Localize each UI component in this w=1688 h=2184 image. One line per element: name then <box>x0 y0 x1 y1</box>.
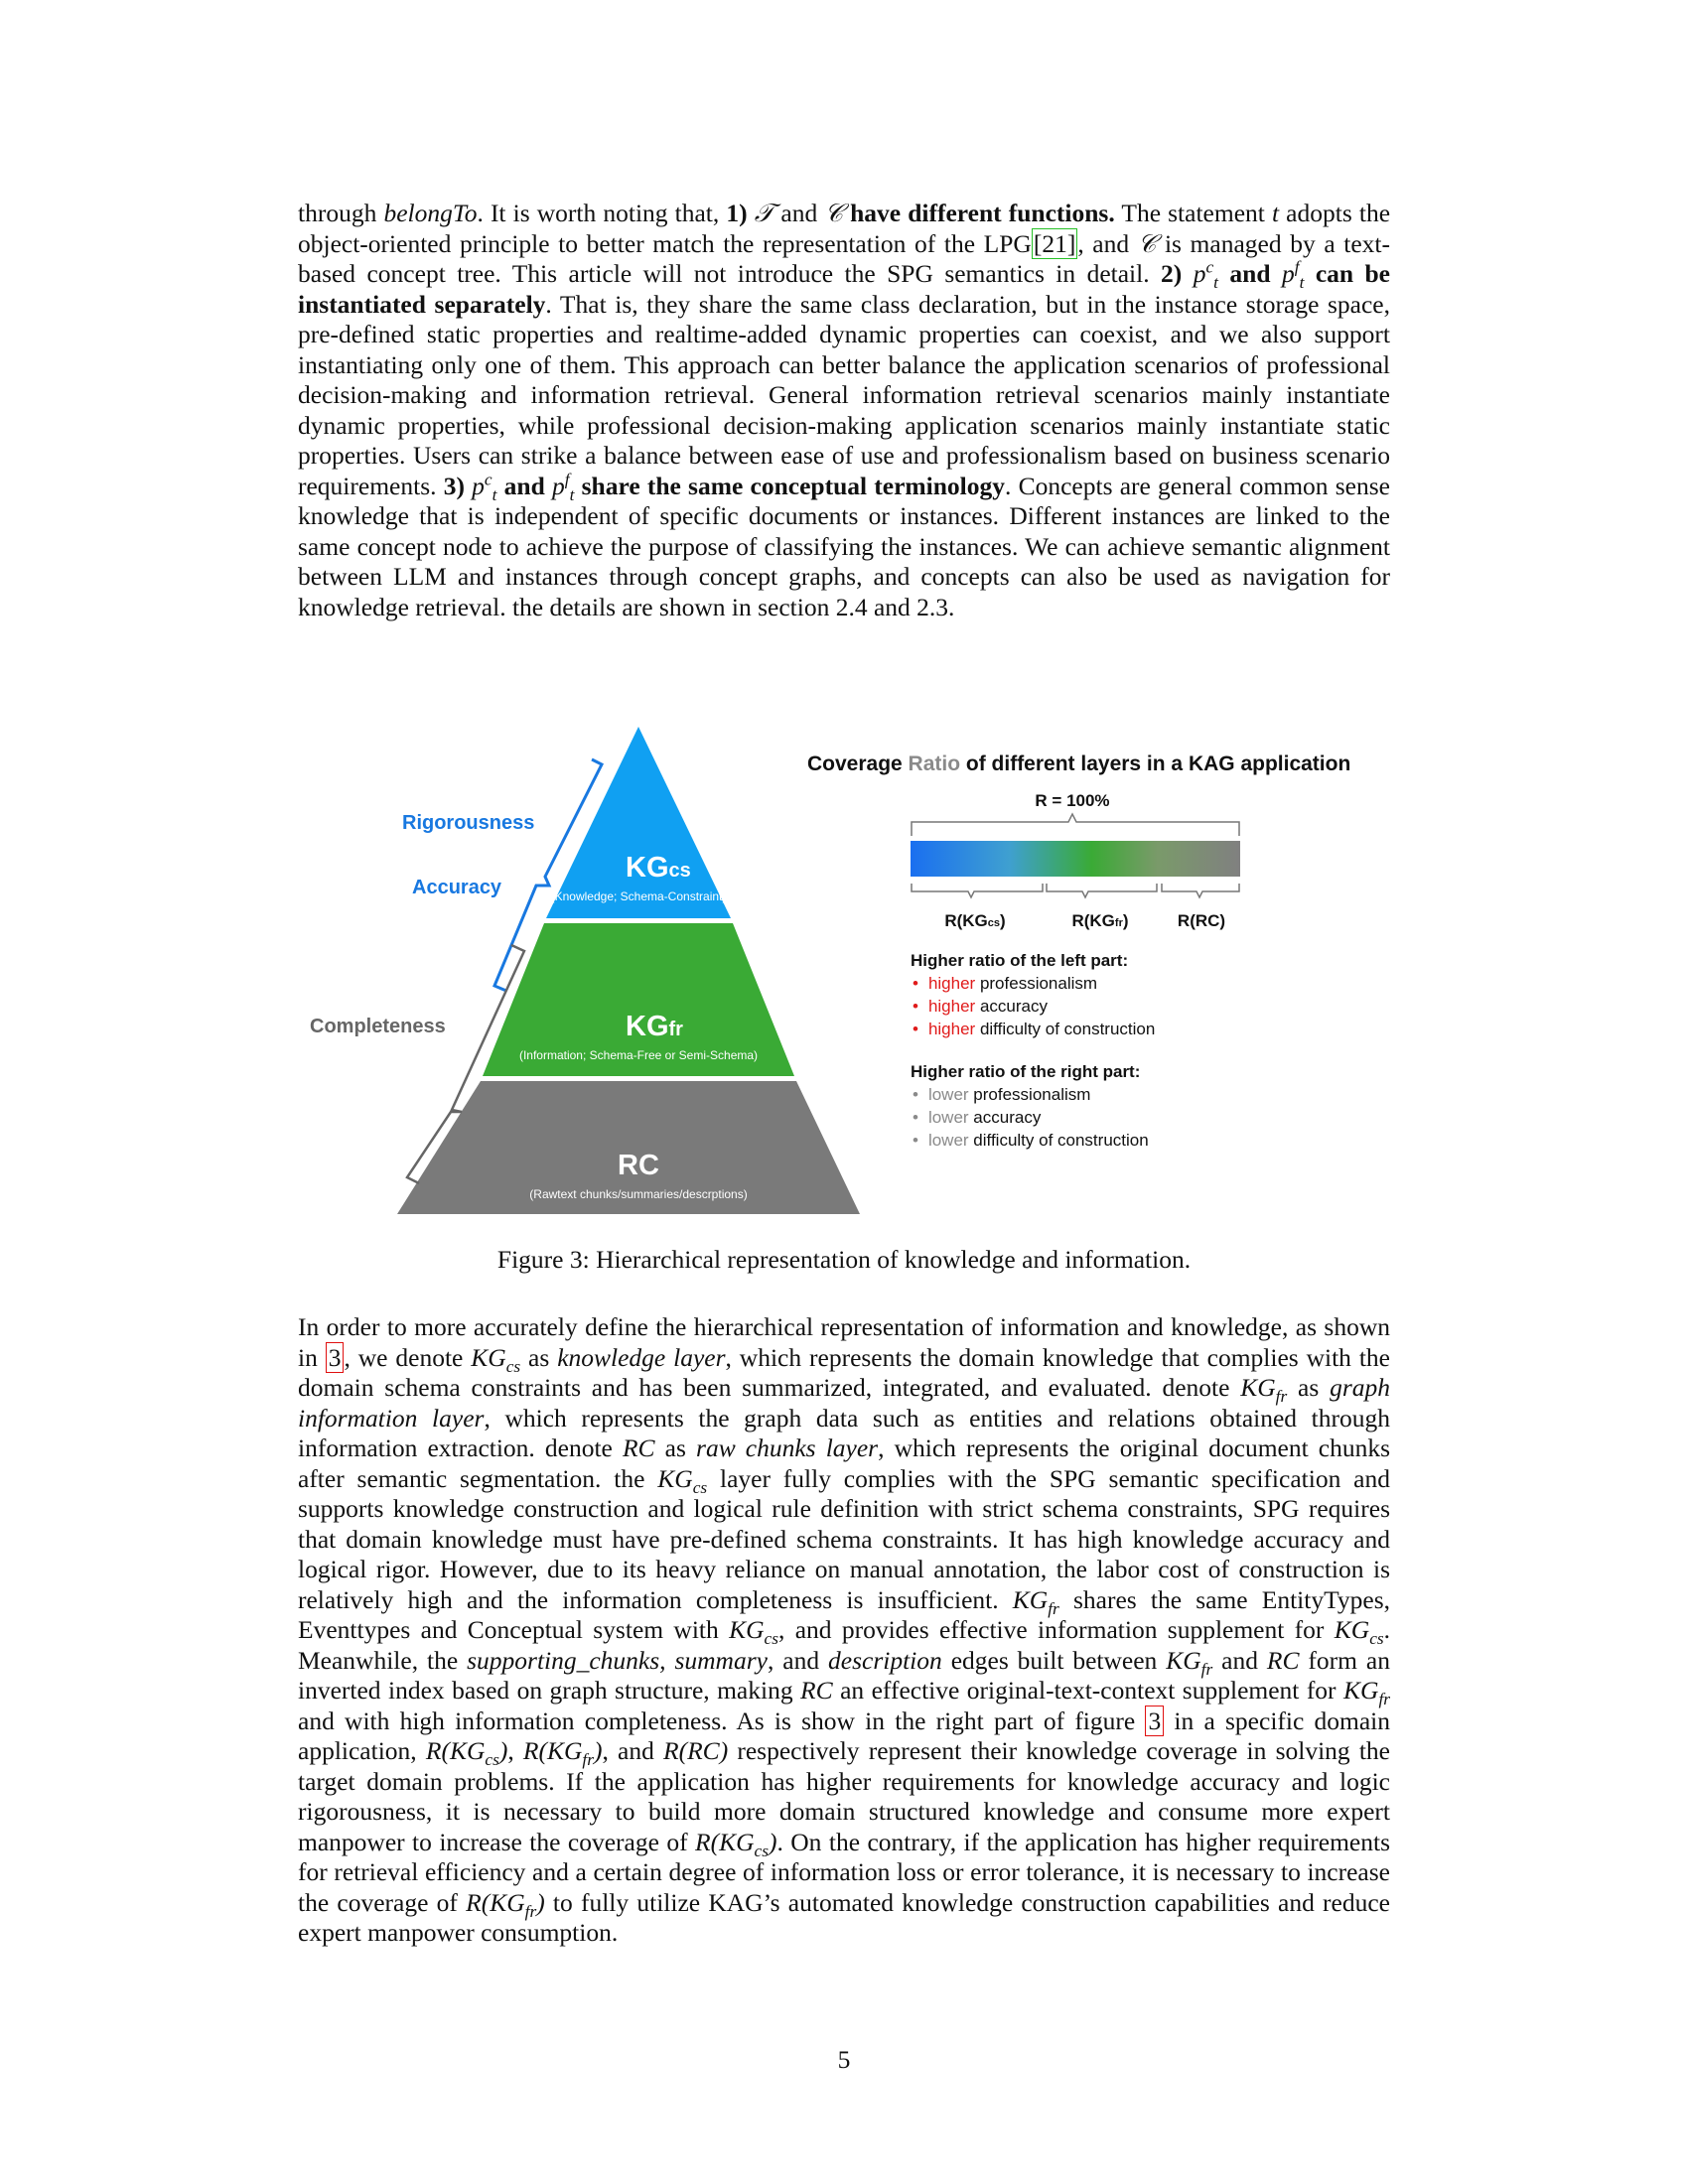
kgcs-desc: (Knowledge; Schema-Constraint) <box>550 889 727 903</box>
figure-3 <box>298 715 1400 1231</box>
paragraph-2: In order to more accurately define the hierarchical representation of information and knowledge, as shown in 3 , we denote $KG_{cs}$ as knowledge layer, which represents the domain knowledge that complies with the domain schema constraints and has been summarized, integrated, and evaluated. denote $KG_{fr}$ as graph information layer, which represents the graph data such as entities and relations obtained through information extraction. denote RC as raw chunks layer, which represents the original document chunks after semantic segmentation. the $KG_{cs}$ layer fully complies with the SPG semantic specification and supports knowledge construction and logical rule definition with strict schema constraints, SPG requires that domain knowledge must have pre-defined schema constraints. It has high knowledge accuracy and logical rigor. However, due to its heavy reliance on manual annotation, the labor cost of construction is relatively high and the information completeness is insufficient. $KG_{fr}$ shares the same EntityTypes, Eventtypes and Conceptual system with $KG_{cs}$, and provides effective information supplement for $KG_{cs}$. Meanwhile, the supporting_chunks, summary, and description edges built between $KG_{fr}$ and RC form an inverted index based on graph structure, making RC an effective original-text-context supplement for $KG_{fr}$ and with high information completeness. As is show in the right part of figure 3 in a specific domain application, $R(KG_{cs})$, $R(KG_{fr})$, and R(RC) respectively represent their knowledge coverage in solving the target domain problems. If the application has higher requirements for knowledge accuracy and logic rigorousness, it is necessary to build more domain structured knowledge and consume more expert manpower to increase the coverage of $R(KG_{cs})$. On the contrary, if the application has higher requirements for retrieval efficiency and a certain degree of information loss or error tolerance, it is necessary to increase the coverage of $R(KG_{fr})$ to fully utilize KAG’s automated knowledge construction capabilities and reduce expert manpower consumption. <box>298 1312 1391 1947</box>
figure-ref-link-2[interactable]: 3 <box>1145 1706 1164 1736</box>
figure-ref-link[interactable]: 3 <box>326 1342 345 1373</box>
top-brace <box>912 814 1239 836</box>
kgfr-label: KGfr <box>626 1011 683 1042</box>
left-item-1: • higher professionalism <box>913 974 1098 993</box>
page-number: 5 <box>837 2045 851 2074</box>
r-kgcs-label: R(KGcs) <box>944 911 1006 930</box>
right-part-heading: Higher ratio of the right part: <box>911 1062 1141 1081</box>
brace-kgcs <box>912 884 1043 897</box>
coverage-bar <box>911 841 1240 877</box>
rc-label: RC <box>618 1150 659 1181</box>
left-part-heading: Higher ratio of the left part: <box>911 951 1129 970</box>
rc-desc: (Rawtext chunks/summaries/descrptions) <box>529 1187 748 1201</box>
accuracy-label: Accuracy <box>412 877 502 898</box>
coverage-title: Coverage Ratio of different layers in a KAG application <box>807 752 1351 775</box>
right-item-3: • lower difficulty of construction <box>913 1131 1149 1150</box>
hierarchy-diagram <box>298 715 1400 1231</box>
rigorousness-label: Rigorousness <box>402 812 535 834</box>
brace-rc <box>1162 884 1239 897</box>
right-part-list <box>913 1085 1149 1150</box>
brace-kgfr <box>1047 884 1157 897</box>
left-item-3: • higher difficulty of construction <box>913 1020 1156 1038</box>
right-item-1: • lower professionalism <box>913 1085 1091 1104</box>
figure-caption: Figure 3: Hierarchical representation of knowledge and information. <box>496 1245 1192 1274</box>
completeness-label: Completeness <box>310 1016 446 1037</box>
right-item-2: • lower accuracy <box>913 1108 1042 1127</box>
r-kgfr-label: R(KGfr) <box>1071 911 1129 930</box>
left-item-2: • higher accuracy <box>913 997 1048 1016</box>
kgfr-desc: (Information; Schema-Free or Semi-Schema) <box>518 1048 759 1062</box>
r-total-label: R = 100% <box>1035 791 1110 810</box>
citation-link[interactable]: [21] <box>1033 228 1076 258</box>
kgcs-label: KGcs <box>626 852 691 884</box>
left-part-list <box>913 974 1155 1038</box>
r-rc-label: R(RC) <box>1177 911 1226 930</box>
paragraph-1: through belongTo. It is worth noting that, 1) 𝒯 and 𝒞 have different functions. The statement t adopts the object-oriented principle to better match the representation of the LPG[21], and 𝒞 is managed by a text-based concept tree. This article will not introduce the SPG semantics in detail. 2) $p^c_t$ and $p^f_t$ can be instantiated separately. That is, they share the same class declaration, but in the instance storage space, pre-defined static properties and realtime-added dynamic properties can coexist, and we also support instantiating only one of them. This approach can better balance the application scenarios of professional decision-making and information retrieval. General information retrieval scenarios mainly instantiate dynamic properties, while professional decision-making application scenarios mainly instantiate static properties. Users can strike a balance between ease of use and professionalism based on business scenario requirements. 3) $p^c_t$ and $p^f_t$ share the same conceptual terminology. Concepts are general common sense knowledge that is independent of specific documents or instances. Different instances are linked to the same concept node to achieve the purpose of classifying the instances. We can achieve semantic alignment between LLM and instances through concept graphs, and concepts can also be used as navigation for knowledge retrieval. the details are shown in section 2.4 and 2.3. <box>298 199 1391 621</box>
